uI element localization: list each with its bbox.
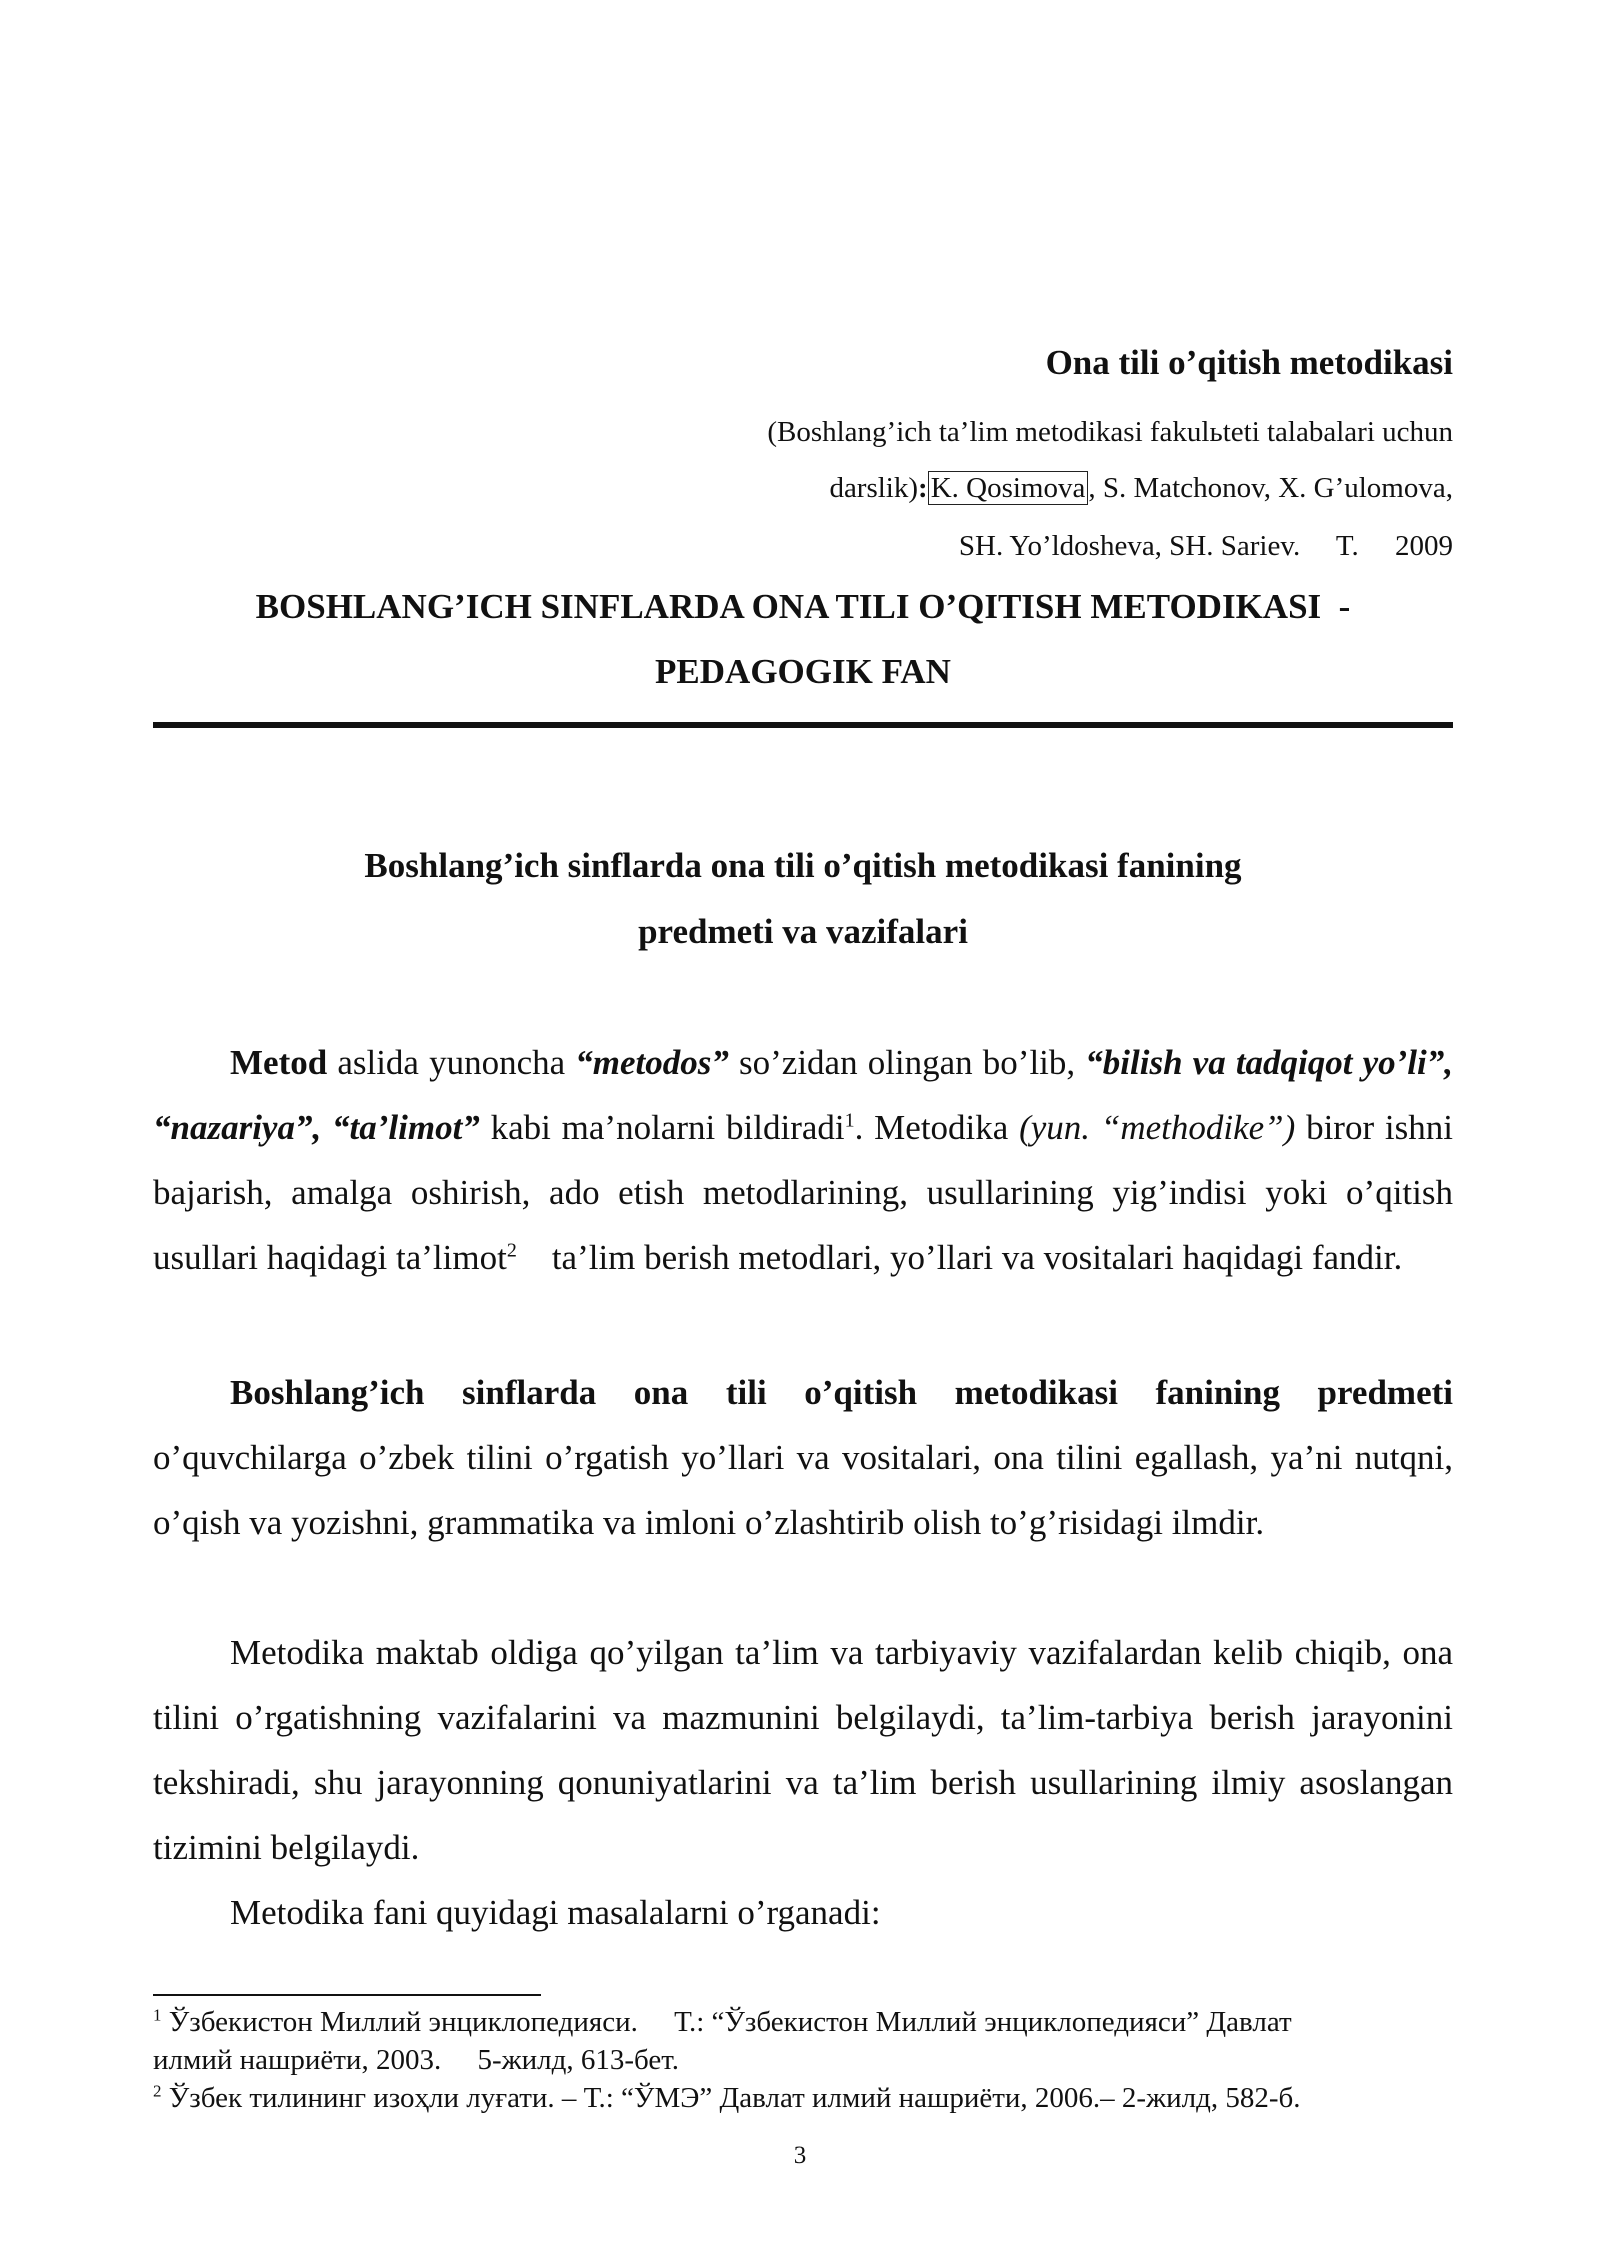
- term-methodike: (yun. “methodike”): [1019, 1108, 1296, 1147]
- footnote-separator: [153, 1994, 541, 1996]
- footnote-mark: 2: [153, 2081, 162, 2101]
- footnote-mark: 1: [153, 2005, 162, 2025]
- book-subtitle-line-1: (Boshlang’ich ta’lim metodikasi fakulьteti talabalari uchun: [767, 416, 1453, 448]
- term-predmet: Boshlang’ich sinflarda ona tili o’qitish metodikasi fanining predmeti: [230, 1373, 1453, 1412]
- main-title-line-1: BOSHLANG’ICH SINFLARDA ONA TILI O’QITISH METODIKASI -: [255, 587, 1351, 626]
- paragraph-text: ta’lim berish metodlari, yo’llari va vositalari haqidagi fandir.: [516, 1238, 1403, 1277]
- book-title: Ona tili o’qitish metodikasi: [1045, 343, 1453, 382]
- paragraph-3: [153, 1620, 1453, 1880]
- main-title-line-2: PEDAGOGIK FAN: [655, 652, 951, 691]
- footnote-ref-2[interactable]: 2: [506, 1239, 517, 1262]
- paragraph-4: [153, 1880, 1453, 1945]
- paragraph-text: . Metodika: [854, 1108, 1020, 1147]
- footnote-2: [153, 2079, 1453, 2117]
- footnotes: [153, 2003, 1453, 2117]
- paragraph-text: o’quvchilarga o’zbek tilini o’rgatish yo’llari va vositalari, ona tilini egallash, ya’ni nutqni, o’qish va yozishni, grammatika va imloni o’zlashtirib olish to’g’risidagi ilmdir.: [153, 1438, 1453, 1542]
- paragraph-text: so’zidan olingan bo’lib,: [728, 1043, 1086, 1082]
- paragraph-text: biror ishni bajarish, amalga oshirish, ado etish metodlarining, usullarining yig’indisi yoki o’qitish usullari haqidagi ta’limot: [153, 1108, 1453, 1277]
- book-subtitle-line-2: [153, 472, 1453, 505]
- book-authors-rest: , S. Matchonov, X. G’ulomova,: [1088, 472, 1453, 504]
- term-metodos: “metodos”: [575, 1043, 729, 1082]
- book-authors-line-3: SH. Yo’ldosheva, SH. Sariev. T. 2009: [958, 530, 1453, 562]
- paragraph-text: kabi ma’nolarni bildiradi: [479, 1108, 845, 1147]
- section-title-line-2: predmeti va vazifalari: [638, 912, 968, 951]
- paragraph-1: [153, 1030, 1453, 1290]
- footnote-1: [153, 2003, 1453, 2041]
- footnote-text: Ўзбекистон Миллий энциклопедияси. Т.: “Ўзбекистон Миллий энциклопедияси” Давлат: [161, 2006, 1292, 2038]
- term-definitions: “bilish va tadqiqot yo’li”, “nazariya”, “ta’limot”: [153, 1043, 1453, 1147]
- paragraph-2: [153, 1360, 1453, 1555]
- footnote-text: Ўзбек тилининг изоҳли луғати. – Т.: “ЎМЭ” Давлат илмий нашриёти, 2006.– 2-жилд, 582-б.: [161, 2082, 1301, 2114]
- section-title-line-1: Boshlang’ich sinflarda ona tili o’qitish metodikasi fanining: [364, 846, 1242, 885]
- page-number: 3: [793, 2142, 807, 2169]
- title-divider: [153, 722, 1453, 728]
- author-highlight-box: K. Qosimova: [928, 471, 1089, 505]
- footnote-1-continued: илмий нашриёти, 2003. 5-жилд, 613-бет.: [153, 2044, 680, 2076]
- footnote-ref-1[interactable]: 1: [844, 1109, 855, 1132]
- book-subtitle-colon: :: [918, 472, 928, 504]
- paragraph-text: aslida yunoncha: [327, 1043, 576, 1082]
- book-subtitle-prefix: darslik): [829, 472, 919, 504]
- paragraph-text: Metodika maktab oldiga qo’yilgan ta’lim va tarbiyaviy vazifalardan kelib chiqib, ona tilini o’rgatishning vazifalarini va mazmunini belgilaydi, ta’lim-tarbiya berish jarayonini tekshiradi, shu jarayonning qonuniyatlarini va ta’lim berish usullarining ilmiy asoslangan tizimini belgilaydi.: [153, 1633, 1453, 1867]
- paragraph-text: Metodika fani quyidagi masalalarni o’rganadi:: [230, 1893, 881, 1932]
- term-metod: Metod: [230, 1043, 328, 1082]
